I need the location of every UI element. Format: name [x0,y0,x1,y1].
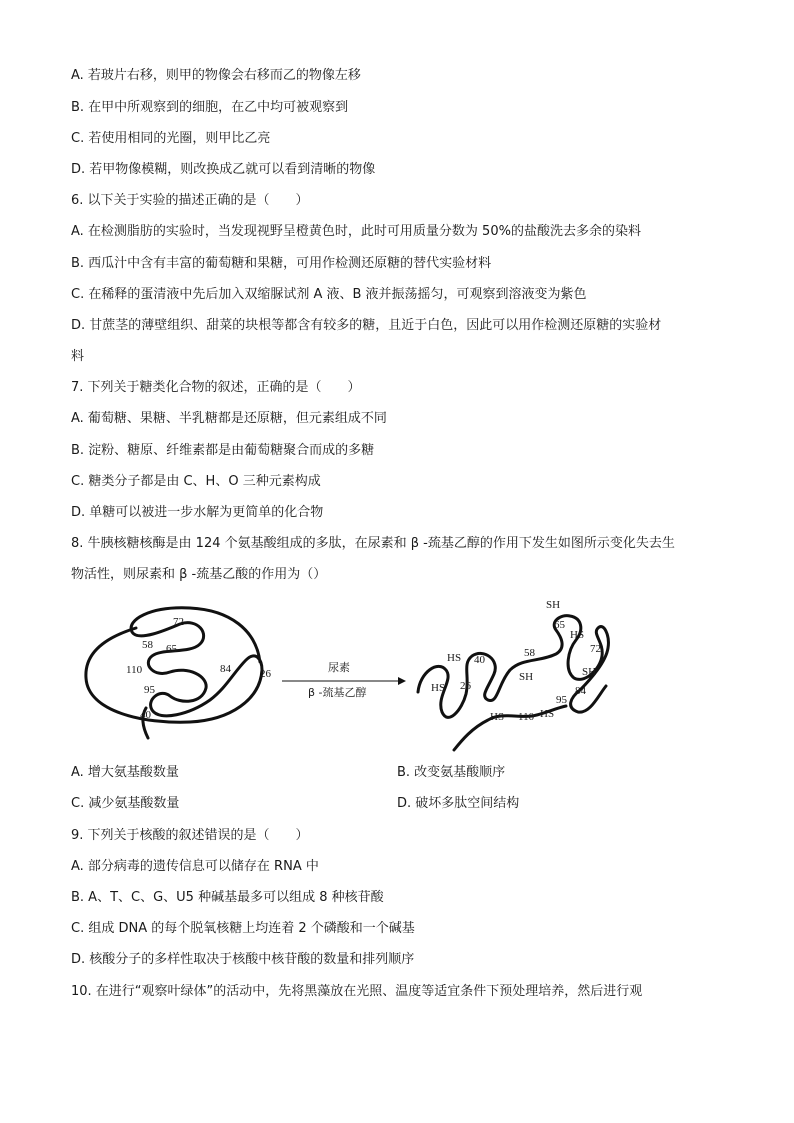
q7-option-d: D. 单糖可以被进一步水解为更简单的化合物 [71,505,324,520]
label-84-right: 84 [575,685,586,697]
q8-stem-line2: 物活性，则尿素和 β -巯基乙酸的作用为（） [71,567,327,582]
q6-stem: 6. 以下关于实验的描述正确的是（ ） [71,193,309,208]
q10-stem: 10. 在进行“观察叶绿体”的活动中，先将黑藻放在光照、温度等适宜条件下预处理培养，然后进行观 [71,984,643,999]
q9-option-d: D. 核酸分子的多样性取决于核酸中核苷酸的数量和排列顺序 [71,952,415,967]
q8-option-b: B. 改变氨基酸顺序 [397,765,506,780]
protein-denaturation-figure [70,600,730,758]
label-65-left: 65 [166,643,177,655]
label-40-right: 40 [474,654,485,666]
label-84-left: 84 [220,663,231,675]
label-hs-26: HS [431,682,446,694]
q5-option-b: B. 在甲中所观察到的细胞，在乙中均可被观察到 [71,100,349,115]
label-sh-58: SH [519,671,534,683]
label-65-right: 65 [554,619,565,631]
label-110-left: 110 [126,664,143,676]
q6-option-d-line1: D. 甘蔗茎的薄壁组织、甜菜的块根等都含有较多的糖，且近于白色，因此可以用作检测还原糖的实验材 [71,318,662,333]
q8-option-c: C. 减少氨基酸数量 [71,796,180,811]
q7-option-b: B. 淀粉、糖原、纤维素都是由葡萄糖聚合而成的多糖 [71,443,375,458]
label-72-left: 72 [173,616,184,628]
q5-option-a: A. 若玻片右移，则甲的物像会右移而乙的物像左移 [71,68,361,83]
label-hs-40: HS [447,652,462,664]
q8-stem-line1: 8. 牛胰核糖核酶是由 124 个氨基酸组成的多肽，在尿素和 β -巯基乙醇的作用下发生如图所示变化失去生 [71,536,675,551]
label-110-right: 110 [518,711,535,723]
arrow-label-mercaptoethanol: β -巯基乙醇 [308,686,367,699]
label-58-right: 58 [524,647,535,659]
arrow-head [398,677,406,685]
arrow-label-urea: 尿素 [328,661,350,674]
q6-option-d-line2: 料 [71,349,85,364]
q9-option-c: C. 组成 DNA 的每个脱氧核糖上均连着 2 个磷酸和一个碱基 [71,921,415,936]
label-72-right: 72 [590,643,601,655]
label-58-left: 58 [142,639,153,651]
label-26-left: 26 [260,668,271,680]
label-95-left: 95 [144,684,155,696]
q5-option-c: C. 若使用相同的光圈，则甲比乙亮 [71,131,271,146]
label-sh-65: SH [546,600,561,611]
q6-option-a: A. 在检测脂肪的实验时，当发现视野呈橙黄色时，此时可用质量分数为 50%的盐酸洗去多余的染料 [71,224,641,239]
label-hs-72: HS [570,629,585,641]
q8-option-d: D. 破坏多肽空间结构 [397,796,520,811]
q7-stem: 7. 下列关于糖类化合物的叙述，正确的是（ ） [71,380,361,395]
label-40-left: 40 [140,709,151,721]
label-hs-95: HS [540,708,555,720]
q9-stem: 9. 下列关于核酸的叙述错误的是（ ） [71,828,309,843]
q8-option-a: A. 增大氨基酸数量 [71,765,179,780]
q5-option-d: D. 若甲物像模糊，则改换成乙就可以看到清晰的物像 [71,162,376,177]
label-hs-110: HS [490,711,505,723]
label-26-right: 26 [460,680,471,692]
q6-option-c: C. 在稀释的蛋清液中先后加入双缩脲试剂 A 液、B 液并振荡摇匀，可观察到溶液变为紫色 [71,287,587,302]
reaction-arrow [282,660,406,699]
q7-option-c: C. 糖类分子都是由 C、H、O 三种元素构成 [71,474,321,489]
q9-option-a: A. 部分病毒的遗传信息可以储存在 RNA 中 [71,859,319,874]
q9-option-b: B. A、T、C、G、U5 种碱基最多可以组成 8 种核苷酸 [71,890,384,905]
label-sh-84: SH [582,666,597,678]
folded-chain-inner [131,608,262,716]
label-95-right: 95 [556,694,567,706]
q7-option-a: A. 葡萄糖、果糖、半乳糖都是还原糖，但元素组成不同 [71,411,387,426]
q6-option-b: B. 西瓜汁中含有丰富的葡萄糖和果糖，可用作检测还原糖的替代实验材料 [71,256,492,271]
